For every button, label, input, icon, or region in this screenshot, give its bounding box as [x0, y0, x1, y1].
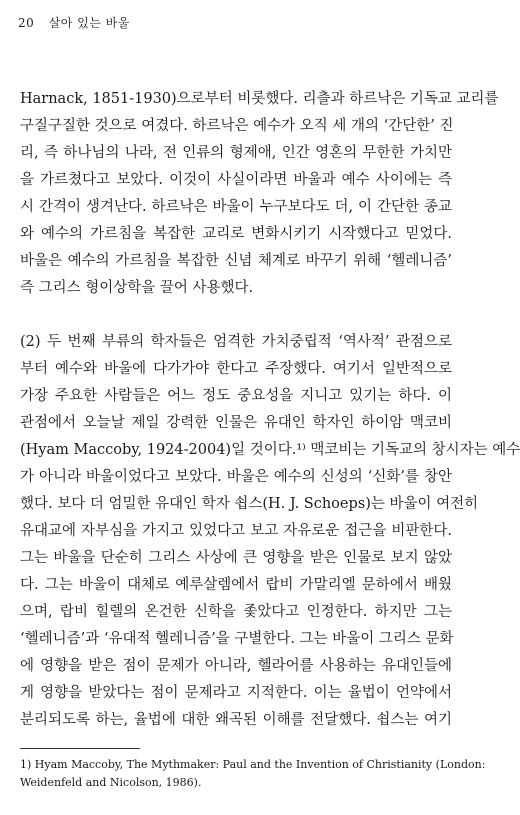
footnote-divider: [20, 748, 140, 749]
text-line: 에 영향을 받은 점이 문제가 아니라, 헬라어를 사용하는 유대인들에: [20, 658, 452, 674]
text-line: 가장 주요한 사람들은 어느 정도 중요성을 지니고 있기는 하다. 이: [20, 388, 452, 404]
footnote: [20, 756, 486, 792]
paragraph-2: [20, 329, 520, 734]
text-line: (Hyam Maccoby, 1924-2004)일 것이다.¹⁾ 맥코비는 기독교의 창시자는 예수: [20, 442, 520, 458]
page-number: 20: [18, 16, 35, 30]
paragraph-1: [20, 86, 499, 302]
text-line: ‘헬레니즘’과 ‘유대적 헬레니즘’을 구별한다. 그는 바울이 그리스 문화: [20, 631, 454, 647]
text-line: 와 예수의 가르침을 복잡한 교리로 변화시키기 시작했다고 믿었다.: [20, 226, 452, 242]
text-line: 분리되도록 하는, 율법에 대한 왜곡된 이해를 전달했다. 쇱스는 여기: [20, 712, 452, 728]
text-line: 으며, 랍비 힐렐의 온건한 신학을 좇았다고 인정한다. 하지만 그는: [20, 604, 452, 620]
text-line: 바울은 예수의 가르침을 복잡한 신념 체계로 바꾸기 위해 ‘헬레니즘’: [20, 253, 452, 269]
text-line: 다. 그는 바울이 대체로 예루살렘에서 랍비 가말리엘 문하에서 배웠: [20, 577, 452, 593]
text-line: 리, 즉 하나님의 나라, 전 인류의 형제애, 인간 영혼의 무한한 가치만: [20, 145, 452, 161]
text-line: 을 가르쳤다고 보았다. 이것이 사실이라면 바울과 예수 사이에는 즉: [20, 172, 452, 188]
text-line: 즉 그리스 형이상학을 끌어 사용했다.: [20, 280, 254, 296]
text-line: 가 아니라 바울이었다고 보았다. 바울은 예수의 신성의 ‘신화’를 창안: [20, 469, 452, 485]
text-line: 시 간격이 생겨난다. 하르낙은 바울이 누구보다도 더, 이 간단한 종교: [20, 199, 452, 215]
text-line: 유대교에 자부심을 가지고 있었다고 보고 자유로운 접근을 비판한다.: [20, 523, 452, 539]
footnote-line: 1) Hyam Maccoby, The Mythmaker: Paul and the Invention of Christianity (London:: [20, 758, 486, 771]
text-line: 구질구질한 것으로 여겼다. 하르낙은 예수가 오직 세 개의 ‘간단한’ 진: [20, 118, 454, 134]
text-line: 그는 바울을 단순히 그리스 사상에 큰 영향을 받은 인물로 보지 않았: [20, 550, 452, 566]
text-line: 관점에서 오늘날 제일 강력한 인물은 유대인 학자인 하이암 맥코비: [20, 415, 452, 431]
text-line: 부터 예수와 바울에 다가가야 한다고 주장했다. 여기서 일반적으로: [20, 361, 452, 377]
text-line: 게 영향을 받았다는 점이 문제라고 지적한다. 이는 율법이 언약에서: [20, 685, 452, 701]
text-line: 했다. 보다 더 엄밀한 유대인 학자 쇱스(H. J. Schoeps)는 바울이 여전히: [20, 496, 479, 512]
text-line: (2) 두 번째 부류의 학자들은 엄격한 가치중립적 ‘역사적’ 관점으로: [20, 334, 452, 350]
running-head-title: 살아 있는 바울: [48, 16, 130, 30]
text-line: Harnack, 1851-1930)으로부터 비롯했다. 리츨과 하르낙은 기독교 교리를: [20, 91, 499, 107]
running-head: [18, 14, 130, 31]
footnote-line: Weidenfeld and Nicolson, 1986).: [20, 776, 202, 789]
